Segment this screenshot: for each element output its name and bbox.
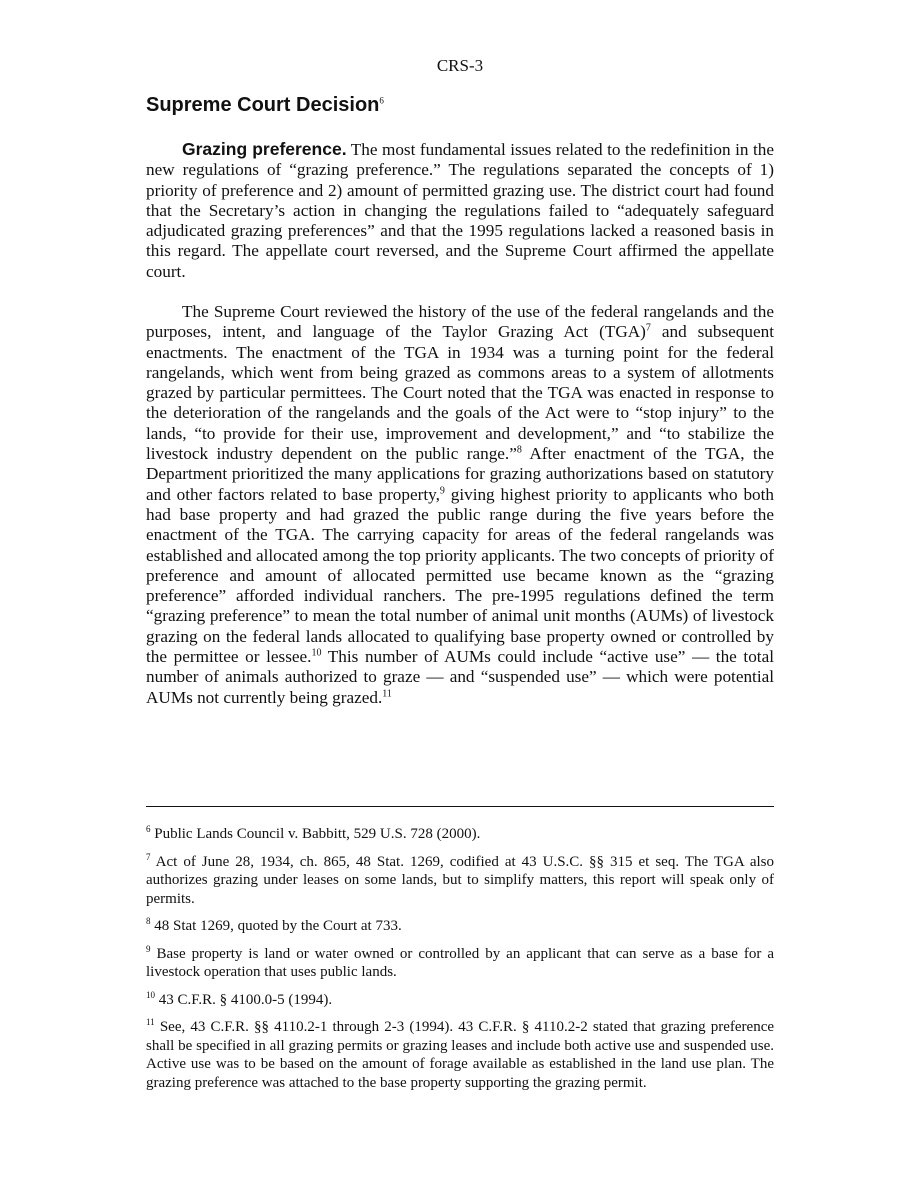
footnote-number: 7 [146, 851, 151, 862]
footnote-10 [146, 991, 774, 1010]
footnote-6 [146, 825, 774, 844]
footnote-7 [146, 853, 774, 909]
footnote-ref-6[interactable]: 6 [379, 95, 384, 106]
section-heading [146, 94, 384, 117]
footnote-8 [146, 917, 774, 936]
footnote-number: 9 [146, 943, 151, 954]
paragraph-text: After enactment of the TGA, the Department prioritized the many applications for grazing authorizations based on statutory and other factors related to base property, [146, 444, 775, 504]
paragraph-text: The most fundamental issues related to the redefinition in the new regulations of “grazing preference.” The regulations separated the concepts of 1) priority of preference and 2) amount of permitted grazing use. The district court had found that the Secretary’s action in changing the regulations failed to “adequately safeguard adjudicated grazing preferences” and that the 1995 regulations lacked a reasoned basis in this regard. The appellate court reversed, and the Supreme Court affirmed the appellate court. [146, 140, 774, 281]
footnote-text: Public Lands Council v. Babbitt, 529 U.S. 728 (2000). [154, 826, 481, 842]
footnote-ref-9[interactable]: 9 [439, 484, 445, 496]
footnote-ref-10[interactable]: 10 [311, 647, 322, 659]
footnote-ref-11[interactable]: 11 [382, 687, 392, 699]
paragraph-supreme-court-review [146, 302, 774, 708]
page-number: CRS-3 [436, 56, 484, 75]
paragraph-text: This number of AUMs could include “active use” — the total number of animals authorized to graze — and “suspended use” — which were potential AUMs not currently being grazed. [146, 647, 774, 707]
footnote-text: Act of June 28, 1934, ch. 865, 48 Stat. 1269, codified at 43 U.S.C. §§ 315 et seq. The TGA also authorizes grazing under leases on some lands, but to simplify matters, this report will speak only of permits. [146, 853, 774, 907]
footnote-ref-8[interactable]: 8 [516, 444, 522, 456]
footnote-text: Base property is land or water owned or controlled by an applicant that can serve as a base for a livestock operation that uses public lands. [146, 945, 775, 980]
section-heading-text: Supreme Court Decision [146, 94, 380, 116]
footnote-number: 11 [146, 1017, 155, 1027]
footnote-number: 6 [146, 824, 151, 834]
footnote-text: 43 C.F.R. § 4100.0-5 (1994). [158, 991, 333, 1008]
paragraph-text: giving highest priority to applicants who both had base property and had grazed the public range during the five years before the enactment of the TGA. The carrying capacity for areas of the federal rangelands was established and allocated among the top priority applicants. The two concepts of priority of preference and amount of allocated permitted use became known as the “grazing preference” afforded individual ranchers. The pre-1995 regulations defined the term “grazing preference” to mean the total number of animal unit months (AUMs) of livestock grazing on the federal lands allocated to qualifying base property owned or controlled by the permittee or lessee. [146, 484, 774, 667]
footnote-text: 48 Stat 1269, quoted by the Court at 733. [154, 918, 402, 934]
footnote-9 [146, 945, 774, 982]
footnote-number: 10 [146, 989, 155, 1000]
footnote-divider [146, 806, 774, 807]
footnote-ref-7[interactable]: 7 [645, 322, 651, 334]
paragraph-grazing-preference [146, 139, 774, 282]
footnote-text: See, 43 C.F.R. §§ 4110.2-1 through 2-3 (1994). 43 C.F.R. § 4110.2-2 stated that grazing preference shall be specified in all grazing permits or grazing leases and include both active use and suspended use. Active use was to be based on the amount of forage available as established in the land use plan. The grazing preference was attached to the base property supporting the grazing permit. [146, 1019, 775, 1091]
paragraph-text: and subsequent enactments. The enactment of the TGA in 1934 was a turning point for the federal rangelands, which went from being grazed as commons areas to a system of allotments grazed by particular permittees. The Court noted that the TGA was enacted in response to the deterioration of the rangelands and the goals of the Act were to “stop injury” to the lands, “to provide for their use, improvement and development,” and “to stabilize the livestock industry dependent on the public range.” [146, 322, 774, 464]
run-in-heading: Grazing preference. [182, 139, 347, 159]
footnote-number: 8 [146, 916, 151, 926]
paragraph-text: The Supreme Court reviewed the history of the use of the federal rangelands and the purposes, intent, and language of the Taylor Grazing Act (TGA) [146, 302, 774, 342]
footnote-11 [146, 1018, 774, 1092]
footnotes [146, 825, 774, 1101]
